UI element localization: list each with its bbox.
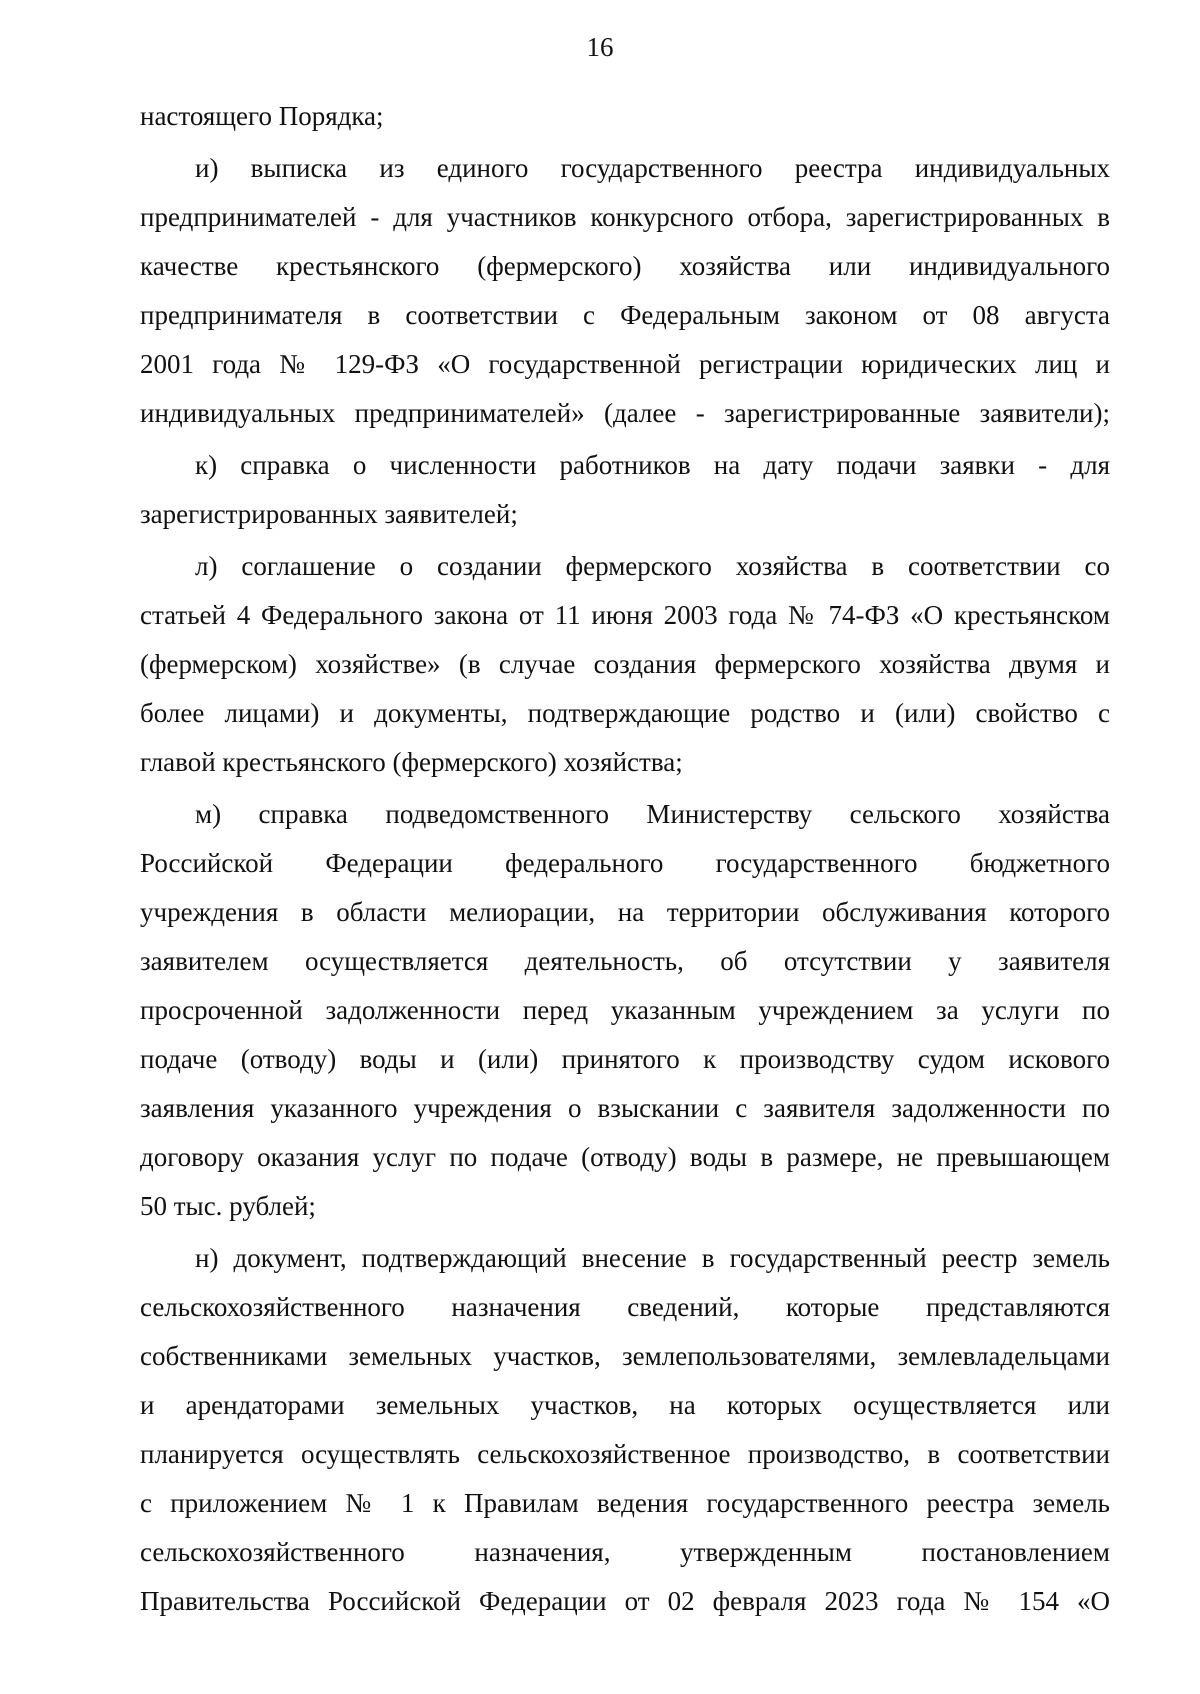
text-line: индивидуальных предпринимателей» (далее - зарегистрированные заявители); [140,398,1110,428]
text-line: заявления указанного учреждения о взыскании с заявителя задолженности по [140,1093,1110,1123]
text-line: учреждения в области мелиорации, на территории обслуживания которого [140,897,1110,927]
text-line: к) справка о численности работников на дату подачи заявки - для [195,450,1110,480]
text-line: планируется осуществлять сельскохозяйственное производство, в соответствии [140,1439,1110,1469]
text-line: н) документ, подтверждающий внесение в государственный реестр земель [195,1243,1110,1273]
text-line: более лицами) и документы, подтверждающие родство и (или) свойство с [140,698,1110,728]
text-line: л) соглашение о создании фермерского хозяйства в соответствии со [195,551,1110,581]
text-line: настоящего Порядка; [140,101,384,131]
text-line: подаче (отводу) воды и (или) принятого к производству судом искового [140,1044,1110,1074]
text-line: договору оказания услуг по подаче (отводу) воды в размере, не превышающем [140,1142,1110,1172]
page-number: 16 [586,32,614,62]
text-line: Правительства Российской Федерации от 02 февраля 2023 года № 154 «О [140,1586,1110,1616]
text-line: и арендаторами земельных участков, на которых осуществляется или [140,1390,1110,1420]
text-line: м) справка подведомственного Министерству сельского хозяйства [195,799,1110,829]
text-line: качестве крестьянского (фермерского) хозяйства или индивидуального [140,251,1110,281]
text-line: предпринимателя в соответствии с Федеральным законом от 08 августа [140,300,1110,330]
text-line: 50 тыс. рублей; [140,1191,316,1221]
text-line: Российской Федерации федерального государственного бюджетного [140,848,1110,878]
text-line: 2001 года № 129-ФЗ «О государственной регистрации юридических лиц и [140,349,1110,379]
text-line: и) выписка из единого государственного реестра индивидуальных [195,153,1110,183]
text-line: собственниками земельных участков, землепользователями, землевладельцами [140,1341,1110,1371]
text-line: зарегистрированных заявителей; [140,499,518,529]
text-line: заявителем осуществляется деятельность, об отсутствии у заявителя [140,946,1110,976]
text-line: просроченной задолженности перед указанным учреждением за услуги по [140,995,1110,1025]
text-line: сельскохозяйственного назначения, утвержденным постановлением [140,1537,1110,1567]
text-line: сельскохозяйственного назначения сведений, которые представляются [140,1292,1110,1322]
text-line: предпринимателей - для участников конкурсного отбора, зарегистрированных в [140,202,1110,232]
text-line: с приложением № 1 к Правилам ведения государственного реестра земель [140,1488,1110,1518]
text-line: (фермерском) хозяйстве» (в случае создания фермерского хозяйства двумя и [140,649,1110,679]
document-body [140,92,1110,1626]
text-line: главой крестьянского (фермерского) хозяйства; [140,747,683,777]
text-line: статьей 4 Федерального закона от 11 июня 2003 года № 74-ФЗ «О крестьянском [140,600,1110,630]
